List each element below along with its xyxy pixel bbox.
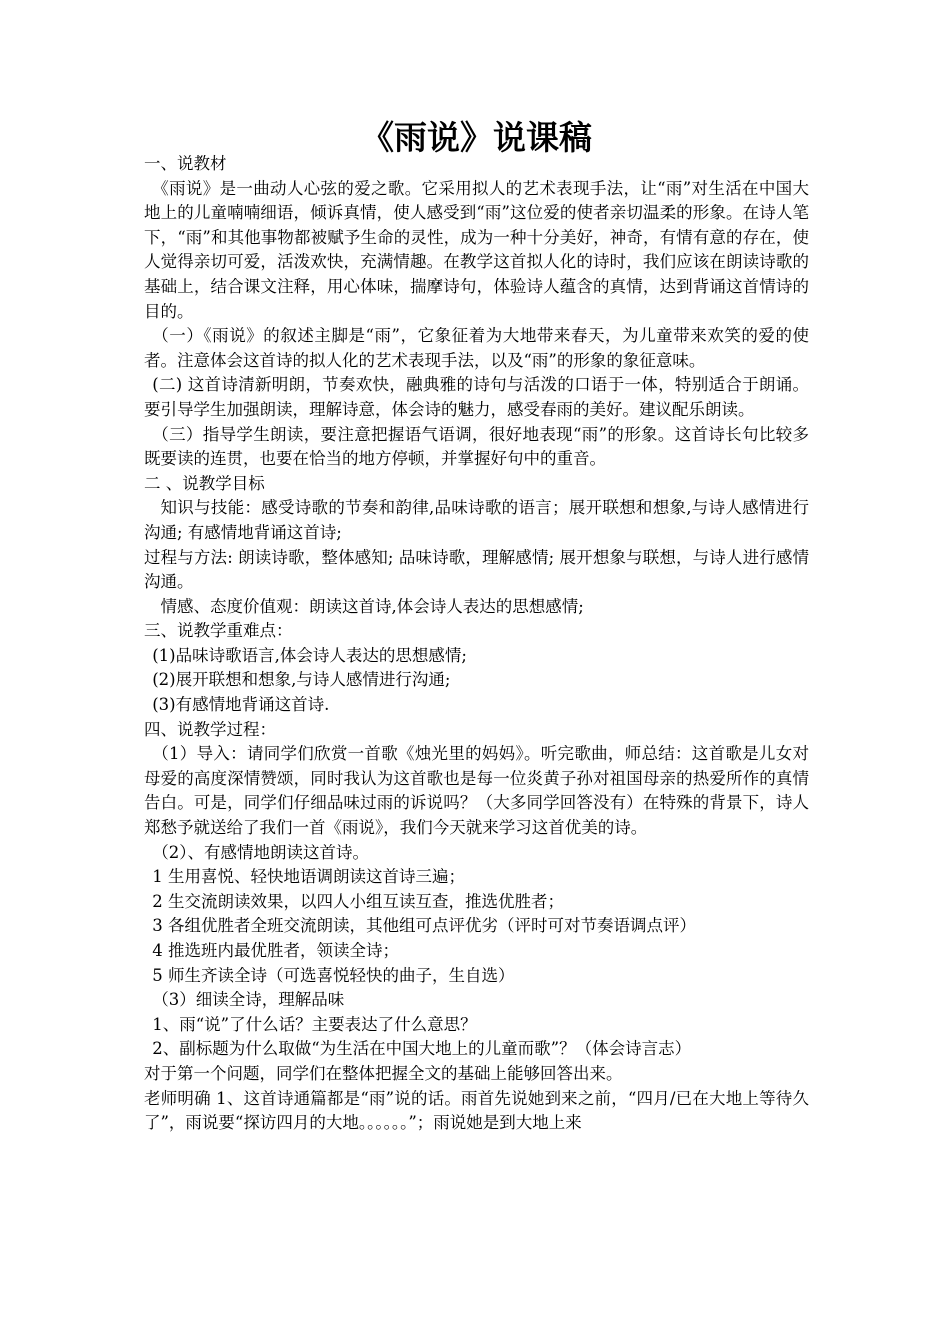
document-page [144, 118, 809, 1136]
document-title: 《雨说》说课稿 [361, 118, 592, 157]
paragraph-point-2: (二) 这首诗清新明朗，节奏欢快，融典雅的诗句与活泼的口语于一体，特别适合于朗诵。要引导学生加强朗读，理解诗意，体会诗的魅力，感受春雨的美好。建议配乐朗读。 [144, 375, 809, 419]
section-heading-key-points: 三、说教学重难点： [144, 621, 293, 641]
paragraph-point-1: （一）《雨说》的叙述主脚是“雨”，它象征着为大地带来春天，为儿童带来欢笑的爱的使者。注意体会这首诗的拟人化的艺术表现手法，以及“雨”的形象的象征意味。 [144, 326, 809, 370]
section-heading-objectives: 二 、说教学目标 [144, 473, 265, 493]
reading-item-3: 3 各组优胜者全班交流朗读，其他组可点评优劣（评时可对节奏语调点评） [152, 916, 696, 936]
key-point-1: (1)品味诗歌语言,体会诗人表达的思想感情; [152, 645, 467, 665]
section-heading-process: 四、说教学过程： [144, 719, 276, 739]
paragraph-intro: 《雨说》是一曲动人心弦的爱之歌。它采用拟人的艺术表现手法，让“雨”对生活在中国大地上的儿童喃喃细语，倾诉真情，使人感受到“雨”这位爱的使者亲切温柔的形象。在诗人笔下，“雨”和其他事物都被赋予生命的灵性，成为一种十分美好，神奇，有情有意的存在，使人觉得亲切可爱，活泼欢快，充满情趣。在教学这首拟人化的诗时，我们应该在朗读诗歌的基础上，结合课文注释，用心体味，揣摩诗句，体验诗人蕴含的真情，达到背诵这首情诗的目的。 [144, 178, 809, 321]
key-point-3: (3)有感情地背诵这首诗. [152, 695, 330, 715]
section-heading-teaching-material: 一、说教材 [144, 154, 227, 173]
key-point-2: (2)展开联想和想象,与诗人感情进行沟通; [152, 670, 451, 690]
reading-item-2: 2 生交流朗读效果，以四人小组互读互查，推选优胜者； [152, 891, 564, 911]
reading-item-4: 4 推选班内最优胜者，领读全诗； [152, 941, 399, 960]
objective-process: 过程与方法: 朗读诗歌，整体感知; 品味诗歌，理解感情; 展开想象与联想，与诗人进行感情沟通。 [144, 547, 809, 592]
objective-emotion: 情感、态度价值观：朗读这首诗,体会诗人表达的思想感情; [160, 596, 584, 616]
teacher-clarification: 老师明确 1、这首诗通篇都是“雨”说的话。雨首先说她到来之前，“四月/已在大地上等待久了”，雨说要“探访四月的大地。。。。。。”；雨说她是到大地上来 [144, 1088, 809, 1133]
process-step-reading: （2）、有感情地朗读这首诗。 [152, 842, 369, 862]
reading-item-5: 5 师生齐读全诗（可选喜悦轻快的曲子，生自选） [152, 965, 515, 985]
question-2: 2、副标题为什么取做“为生活在中国大地上的儿童而歌”？（体会诗言志） [152, 1039, 692, 1059]
process-step-intro: （1）导入：请同学们欣赏一首歌《烛光里的妈妈》。听完歌曲，师总结：这首歌是儿女对母爱的高度深情赞颂，同时我认为这首歌也是每一位炎黄子孙对祖国母亲的热爱所作的真情告白。可是，同学们仔细品味过雨的诉说吗？（大多同学回答没有）在特殊的背景下，诗人郑愁予就送给了我们一首《雨说》，我们今天就来学习这首优美的诗。 [144, 744, 809, 838]
objective-knowledge: 知识与技能：感受诗歌的节奏和韵律,品味诗歌的语言；展开联想和想象,与诗人感情进行沟通; 有感情地背诵这首诗; [144, 498, 809, 542]
reading-item-1: 1 生用喜悦、轻快地语调朗读这首诗三遍； [152, 867, 465, 887]
paragraph-point-3: （三）指导学生朗读，要注意把握语气语调，很好地表现“雨”的形象。这首诗长句比较多既要读的连贯，也要在恰当的地方停顿，并掌握好句中的重音。 [144, 424, 809, 469]
question-1: 1、雨“说”了什么话？主要表达了什么意思？ [152, 1014, 477, 1034]
process-step-close-reading: （3）细读全诗，理解品味 [152, 990, 345, 1010]
answer-note: 对于第一个问题，同学们在整体把握全文的基础上能够回答出来。 [144, 1063, 623, 1083]
